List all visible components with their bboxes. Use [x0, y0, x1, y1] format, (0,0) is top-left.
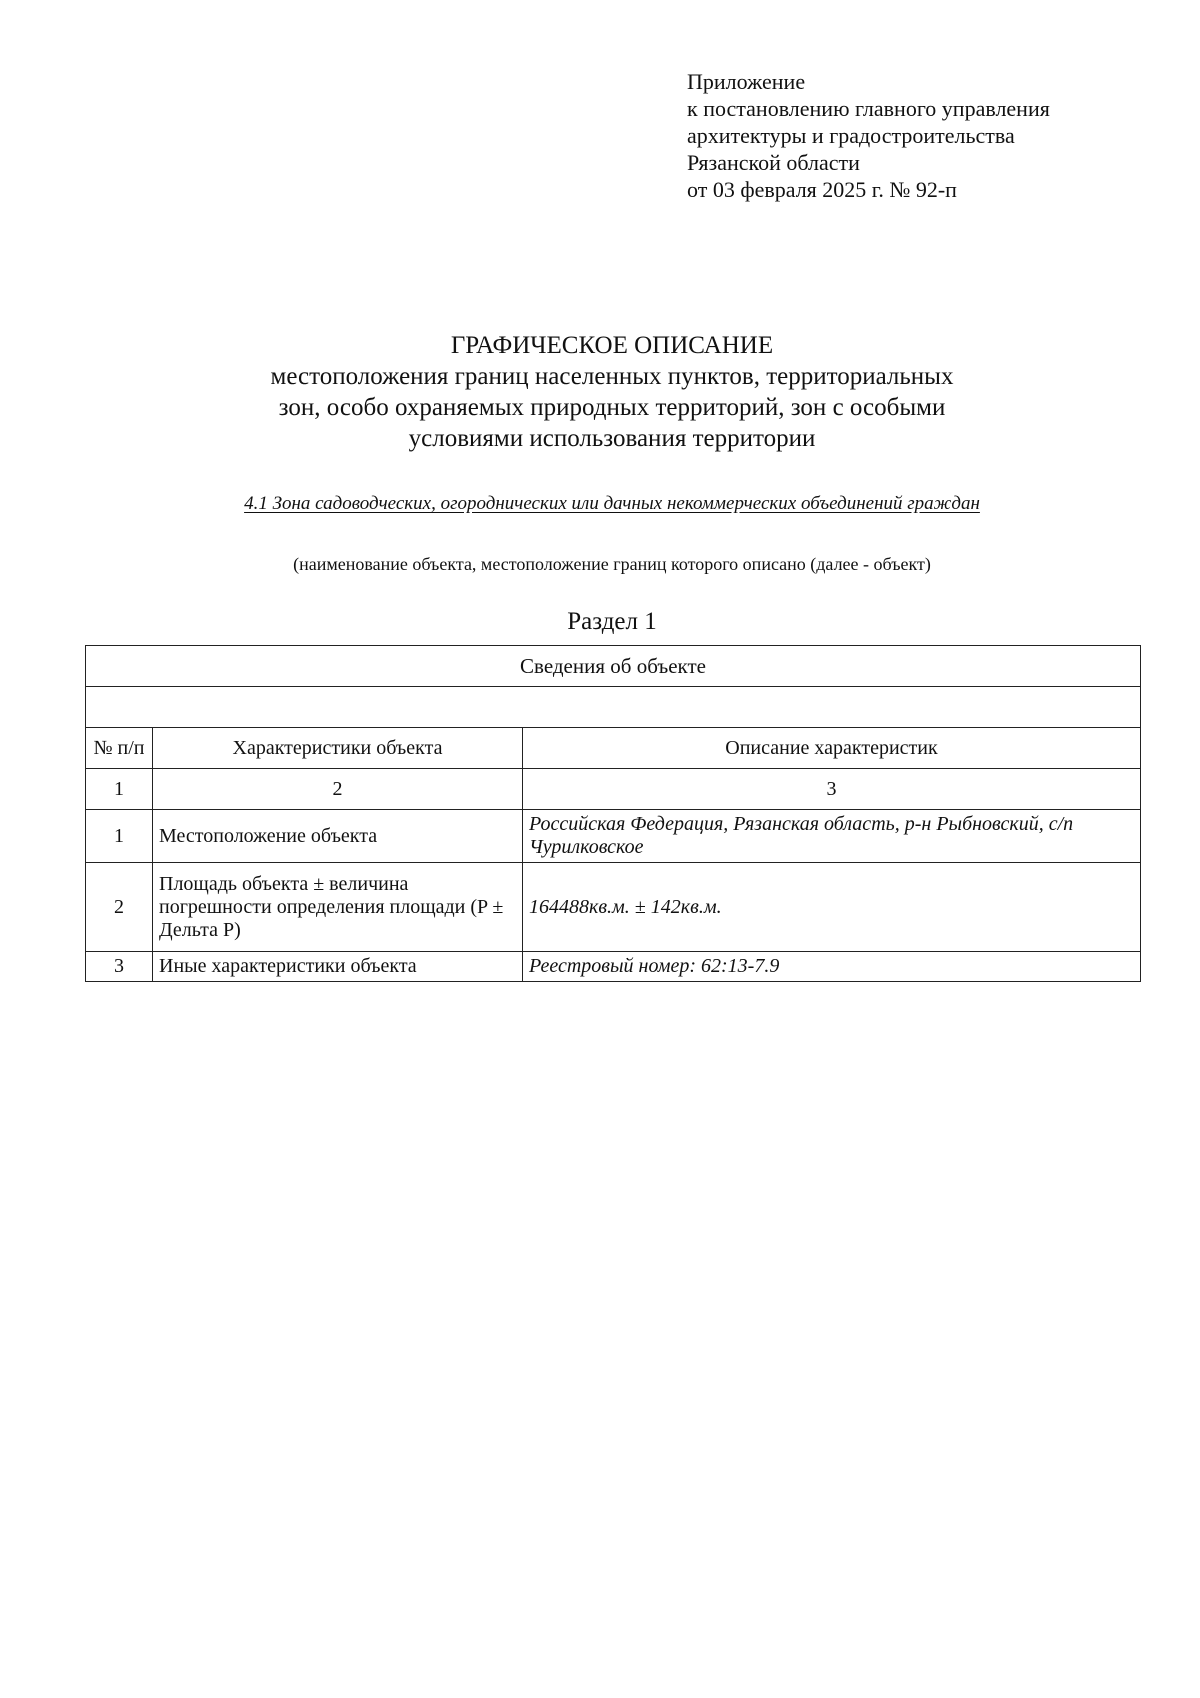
column-header-description: Описание характеристик	[523, 728, 1141, 769]
appendix-header	[687, 68, 1050, 203]
title-heading: ГРАФИЧЕСКОЕ ОПИСАНИЕ	[450, 332, 774, 359]
column-header-characteristic: Характеристики объекта	[153, 728, 523, 769]
row-characteristic: Иные характеристики объекта	[153, 952, 523, 982]
table-heading: Сведения об объекте	[86, 646, 1141, 687]
table-empty-cell	[86, 687, 1141, 728]
table-column-numbers	[86, 769, 1141, 810]
document-title	[0, 330, 1200, 454]
object-name	[0, 493, 1200, 515]
table-row	[86, 952, 1141, 982]
table-empty-row	[86, 687, 1141, 728]
appendix-line: Рязанской области	[687, 150, 860, 175]
row-number: 1	[86, 810, 153, 863]
row-description: Реестровый номер: 62:13-7.9	[523, 952, 1141, 982]
row-number: 3	[86, 952, 153, 982]
title-line: зон, особо охраняемых природных территорий, зон с особыми	[278, 394, 946, 421]
appendix-line: архитектуры и градостроительства	[687, 123, 1015, 148]
table-row	[86, 810, 1141, 863]
row-description: 164488кв.м. ± 142кв.м.	[523, 863, 1141, 952]
object-info-table	[85, 645, 1141, 982]
appendix-line: от 03 февраля 2025 г. № 92-п	[687, 177, 957, 202]
table-column-headers	[86, 728, 1141, 769]
row-characteristic: Площадь объекта ± величина погрешности определения площади (P ± Дельта P)	[153, 863, 523, 952]
table-row	[86, 863, 1141, 952]
appendix-line: к постановлению главного управления	[687, 96, 1050, 121]
column-number: 3	[523, 769, 1141, 810]
row-description: Российская Федерация, Рязанская область, р-н Рыбновский, с/п Чурилковское	[523, 810, 1141, 863]
title-line: местоположения границ населенных пунктов, территориальных	[270, 363, 954, 390]
table-heading-row	[86, 646, 1141, 687]
column-header-number: № п/п	[86, 728, 153, 769]
column-number: 2	[153, 769, 523, 810]
row-number: 2	[86, 863, 153, 952]
section-title: Раздел 1	[567, 608, 657, 635]
object-name-text: 4.1 Зона садоводческих, огороднических или дачных некоммерческих объединений граждан	[244, 493, 980, 514]
appendix-line: Приложение	[687, 69, 806, 94]
object-caption: (наименование объекта, местоположение границ которого описано (далее - объект)	[293, 554, 931, 574]
title-line: условиями использования территории	[408, 425, 816, 452]
row-characteristic: Местоположение объекта	[153, 810, 523, 863]
column-number: 1	[86, 769, 153, 810]
